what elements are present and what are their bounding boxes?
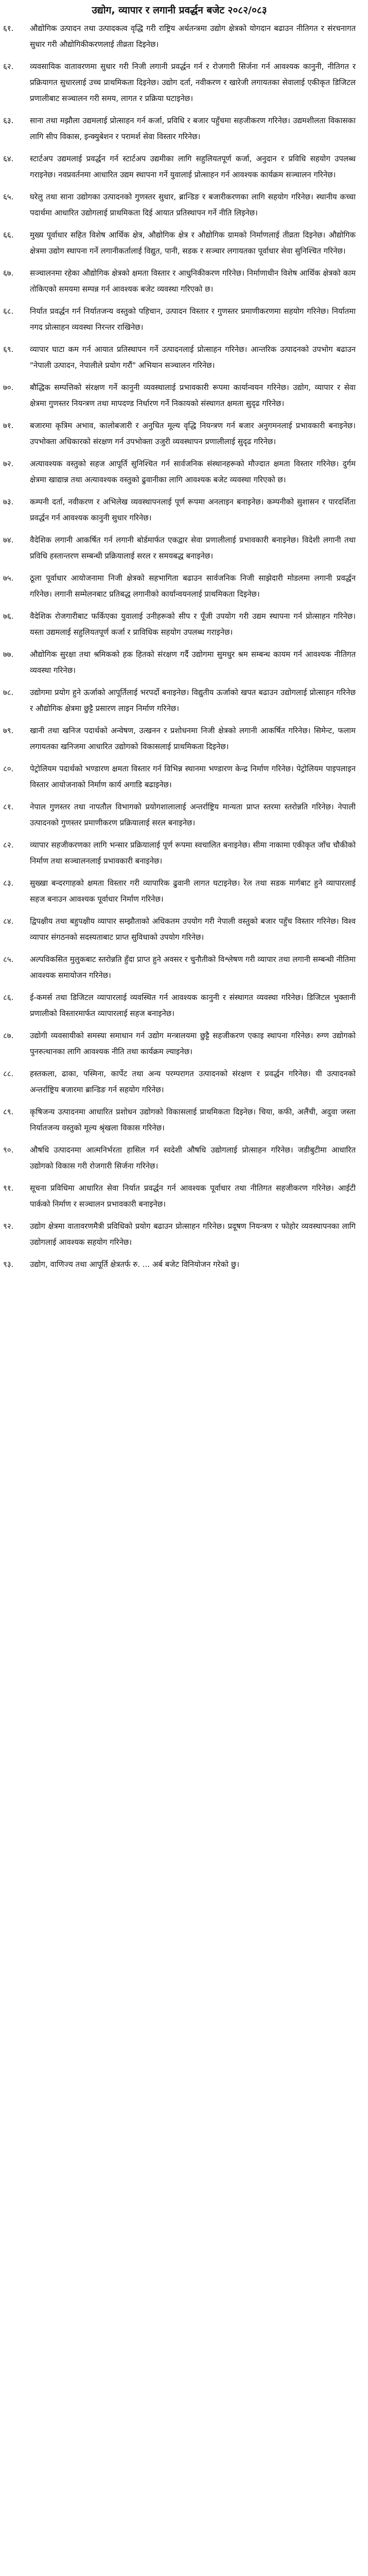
paragraph-number: ८३.	[3, 878, 14, 888]
paragraph	[3, 1218, 356, 1250]
paragraph-number: ६५.	[3, 192, 14, 201]
paragraph	[3, 608, 356, 640]
paragraph-text: वैदेशिक रोजगारीबाट फर्किएका युवालाई उनीहरूको सीप र पूँजी उपयोग गरी उद्यम स्थापना गर्न प्रोत्साहन गरिनेछ। यस्ता उद्यमलाई सहुलियतपूर्ण कर्जा र प्राविधिक सहयोग उपलब्ध गराइनेछ।	[30, 612, 356, 637]
paragraph-number: ७२.	[3, 459, 14, 468]
paragraph-number: ९१.	[3, 1183, 14, 1193]
paragraph	[3, 1066, 356, 1098]
paragraph-number: ७०.	[3, 383, 14, 392]
paragraph-text: ई-कमर्स तथा डिजिटल व्यापारलाई व्यवस्थित गर्न आवश्यक कानुनी र संस्थागत व्यवस्था गरिनेछ। डिजिटल भुक्तानी प्रणालीको विस्तारमार्फत व्यापारलाई सहज बनाइनेछ।	[30, 993, 356, 1018]
paragraph-text: व्यापार घाटा कम गर्न आयात प्रतिस्थापन गर्ने उत्पादनलाई प्रोत्साहन गरिनेछ। आन्तरिक उत्पादनको उपभोग बढाउन "नेपाली उत्पादन, नेपालीले प्रयोग गरौं" अभियान सञ्चालन गरिनेछ।	[30, 345, 356, 370]
paragraph	[3, 456, 356, 488]
paragraph	[3, 570, 356, 602]
paragraph-text: बजारमा कृत्रिम अभाव, कालोबजारी र अनुचित मूल्य वृद्धि नियन्त्रण गर्न बजार अनुगमनलाई प्रभावकारी बनाइनेछ। उपभोक्ता अधिकारको संरक्षण गर्न उपभोक्ता उजुरी व्यवस्थापन प्रणालीलाई सुदृढ गरिनेछ।	[30, 421, 356, 446]
paragraph-list	[3, 21, 356, 1273]
paragraph	[3, 380, 356, 412]
paragraph-text: औषधि उत्पादनमा आत्मनिर्भरता हासिल गर्न स्वदेशी औषधि उद्योगलाई प्रोत्साहन गरिनेछ। जडीबुटीमा आधारित उद्योगको विकास गरी रोजगारी सिर्जना गरिनेछ।	[30, 1145, 356, 1171]
paragraph	[3, 837, 356, 869]
paragraph	[3, 875, 356, 907]
paragraph	[3, 1104, 356, 1136]
paragraph	[3, 59, 356, 107]
paragraph-text: द्विपक्षीय तथा बहुपक्षीय व्यापार सम्झौताको अधिकतम उपयोग गरी नेपाली वस्तुको बजार पहुँच विस्तार गरिनेछ। विश्व व्यापार संगठनको सदस्यताबाट प्राप्त सुविधाको उपयोग गरिनेछ।	[30, 917, 356, 942]
paragraph-text: बौद्धिक सम्पत्तिको संरक्षण गर्ने कानुनी व्यवस्थालाई प्रभावकारी रूपमा कार्यान्वयन गरिनेछ। उद्योग, व्यापार र सेवा क्षेत्रमा गुणस्तर नियन्त्रण तथा मापदण्ड निर्धारण गर्ने निकायको संस्थागत क्षमता सुदृढ गरिनेछ।	[30, 383, 356, 408]
paragraph-number: ७७.	[3, 650, 14, 659]
paragraph-text: कम्पनी दर्ता, नवीकरण र अभिलेख व्यवस्थापनलाई पूर्ण रूपमा अनलाइन बनाइनेछ। कम्पनीको सुशासन र पारदर्शिता प्रवर्द्धन गर्न आवश्यक कानुनी सुधार गरिनेछ।	[30, 497, 356, 522]
paragraph	[3, 418, 356, 450]
paragraph-text: ठूला पूर्वाधार आयोजनामा निजी क्षेत्रको सहभागिता बढाउन सार्वजनिक निजी साझेदारी मोडलमा लगानी प्रवर्द्धन गरिनेछ। लगानी सम्मेलनबाट प्रतिबद्ध लगानीको कार्यान्वयनलाई प्राथमिकता दिइनेछ।	[30, 573, 356, 599]
paragraph-number: ८७.	[3, 1031, 14, 1040]
paragraph	[3, 1028, 356, 1060]
paragraph	[3, 21, 356, 53]
paragraph-text: सूचना प्रविधिमा आधारित सेवा निर्यात प्रवर्द्धन गर्न आवश्यक पूर्वाधार तथा नीतिगत सहजीकरण गरिनेछ। आईटी पार्कको निर्माण र सञ्चालन प्रभावकारी बनाइनेछ।	[30, 1183, 356, 1209]
paragraph-text: मुख्य पूर्वाधार सहित विशेष आर्थिक क्षेत्र, औद्योगिक क्षेत्र र औद्योगिक ग्रामको निर्माणलाई तीव्रता दिइनेछ। औद्योगिक क्षेत्रमा उद्योग स्थापना गर्ने लगानीकर्तालाई विद्युत, पानी, सडक र सञ्चार लगायतका पूर्वाधार सेवा सुनिश्चित गरिनेछ।	[30, 230, 356, 256]
paragraph-number: ६१.	[3, 24, 14, 33]
paragraph	[3, 342, 356, 374]
paragraph-text: घरेलु तथा साना उद्योगका उत्पादनको गुणस्तर सुधार, ब्रान्डिङ र बजारीकरणका लागि सहयोग गरिनेछ। स्थानीय कच्चा पदार्थमा आधारित उद्योगलाई प्राथमिकता दिई आयात प्रतिस्थापन गर्ने नीति लिइनेछ।	[30, 192, 356, 217]
paragraph	[3, 227, 356, 259]
paragraph-number: ८९.	[3, 1107, 14, 1116]
paragraph-number: ७४.	[3, 535, 14, 545]
paragraph	[3, 151, 356, 183]
paragraph-number: ७३.	[3, 497, 14, 506]
paragraph-number: ८०.	[3, 764, 14, 773]
paragraph-number: ७६.	[3, 612, 14, 621]
paragraph-text: कृषिजन्य उत्पादनमा आधारित प्रशोधन उद्योगको विकासलाई प्राथमिकता दिइनेछ। चिया, कफी, अलैंची, अदुवा जस्ता निर्यातजन्य वस्तुको मूल्य श्रृंखला विकास गरिनेछ।	[30, 1107, 356, 1132]
paragraph-number: ८८.	[3, 1069, 14, 1078]
paragraph-number: ६६.	[3, 230, 14, 240]
paragraph	[3, 532, 356, 564]
paragraph-text: निर्यात प्रवर्द्धन गर्न निर्यातजन्य वस्तुको पहिचान, उत्पादन विस्तार र गुणस्तर प्रमाणीकरणमा सहयोग गरिनेछ। निर्यातमा नगद प्रोत्साहन व्यवस्था निरन्तर राखिनेछ।	[30, 307, 356, 332]
paragraph	[3, 990, 356, 1022]
paragraph-text: खानी तथा खनिज पदार्थको अन्वेषण, उत्खनन र प्रशोधनमा निजी क्षेत्रको लगानी आकर्षित गरिनेछ। सिमेन्ट, फलाम लगायतका खनिजमा आधारित उद्योगको विकासलाई प्राथमिकता दिइनेछ।	[30, 726, 356, 751]
paragraph	[3, 723, 356, 755]
paragraph-text: पेट्रोलियम पदार्थको भण्डारण क्षमता विस्तार गर्न विभिन्न स्थानमा भण्डारण केन्द्र निर्माण गरिनेछ। पेट्रोलियम पाइपलाइन विस्तार आयोजनाको निर्माण कार्य अगाडि बढाइनेछ।	[30, 764, 356, 789]
paragraph-number: ७१.	[3, 421, 14, 430]
paragraph-text: स्टार्टअप उद्यमलाई प्रवर्द्धन गर्न स्टार्टअप उद्यमीका लागि सहुलियतपूर्ण कर्जा, अनुदान र प्रविधि सहयोग उपलब्ध गराइनेछ। नवप्रवर्तनमा आधारित उद्यम स्थापना गर्ने युवालाई प्रोत्साहन गर्न आवश्यक कार्यक्रम सञ्चालन गरिनेछ।	[30, 154, 356, 179]
paragraph	[3, 494, 356, 526]
paragraph	[3, 685, 356, 717]
paragraph-number: ६९.	[3, 345, 14, 354]
paragraph	[3, 647, 356, 679]
paragraph-number: ९२.	[3, 1222, 14, 1231]
paragraph	[3, 113, 356, 145]
paragraph	[3, 265, 356, 297]
paragraph	[3, 952, 356, 984]
paragraph-number: ६३.	[3, 116, 14, 125]
paragraph-text: अल्पविकसित मुलुकबाट स्तरोन्नति हुँदा प्राप्त हुने अवसर र चुनौतीको विश्लेषण गरी व्यापार तथा लगानी सम्बन्धी नीतिमा आवश्यक समायोजन गरिनेछ।	[30, 955, 356, 980]
paragraph-text: औद्योगिक सुरक्षा तथा श्रमिकको हक हितको संरक्षण गर्दै उद्योगमा सुमधुर श्रम सम्बन्ध कायम गर्न आवश्यक नीतिगत व्यवस्था गरिनेछ।	[30, 650, 356, 675]
paragraph-text: सुख्खा बन्दरगाहको क्षमता विस्तार गरी व्यापारिक ढुवानी लागत घटाइनेछ। रेल तथा सडक मार्गबाट हुने व्यापारलाई सहज बनाउन आवश्यक पूर्वाधार निर्माण गरिनेछ।	[30, 878, 356, 904]
paragraph-text: साना तथा मझौला उद्यमलाई प्रोत्साहन गर्न कर्जा, प्रविधि र बजार पहुँचमा सहजीकरण गरिनेछ। उद्यमशीलता विकासका लागि सीप विकास, इन्क्युबेशन र परामर्श सेवा विस्तार गरिनेछ।	[30, 116, 356, 141]
paragraph	[3, 189, 356, 221]
paragraph-number: ८४.	[3, 917, 14, 926]
paragraph	[3, 761, 356, 793]
paragraph	[3, 799, 356, 831]
paragraph-number: ९०.	[3, 1145, 14, 1155]
paragraph	[3, 1257, 356, 1273]
paragraph-number: ८२.	[3, 840, 14, 850]
paragraph-number: ९३.	[3, 1260, 14, 1269]
paragraph-text: उद्योगमा प्रयोग हुने ऊर्जाको आपूर्तिलाई भरपर्दो बनाइनेछ। विद्युतीय ऊर्जाको खपत बढाउन उद्योगलाई प्रोत्साहन गरिनेछ र औद्योगिक क्षेत्रमा छुट्टै प्रसारण लाइन निर्माण गरिनेछ।	[30, 688, 356, 713]
paragraph-text: नेपाल गुणस्तर तथा नापतौल विभागको प्रयोगशालालाई अन्तर्राष्ट्रिय मान्यता प्राप्त स्तरमा स्तरोन्नति गरिनेछ। नेपाली उत्पादनको गुणस्तर प्रमाणीकरण प्रक्रियालाई सरल बनाइनेछ।	[30, 802, 356, 827]
paragraph	[3, 303, 356, 335]
paragraph-number: ६४.	[3, 154, 14, 163]
paragraph-text: उद्योग क्षेत्रमा वातावरणमैत्री प्रविधिको प्रयोग बढाउन प्रोत्साहन गरिनेछ। प्रदूषण नियन्त्रण र फोहोर व्यवस्थापनका लागि उद्योगलाई आवश्यक सहयोग गरिनेछ।	[30, 1222, 356, 1247]
paragraph-text: व्यवसायिक वातावरणमा सुधार गरी निजी लगानी प्रवर्द्धन गर्न र रोजगारी सिर्जना गर्न आवश्यक कानुनी, नीतिगत र प्रक्रियागत सुधारलाई उच्च प्राथमिकता दिइनेछ। उद्योग दर्ता, नवीकरण र खारेजी लगायतका सेवालाई एकीकृत डिजिटल प्रणालीबाट सञ्चालन गरी समय, लागत र प्रक्रिया घटाइनेछ।	[30, 62, 356, 103]
paragraph	[3, 913, 356, 945]
paragraph	[3, 1142, 356, 1174]
paragraph-number: ७५.	[3, 573, 14, 583]
paragraph-text: उद्योग, वाणिज्य तथा आपूर्ति क्षेत्रतर्फ रु. ... अर्ब बजेट विनियोजन गरेको छु।	[30, 1260, 239, 1269]
paragraph	[3, 1180, 356, 1212]
paragraph-text: उद्योगी व्यवसायीको समस्या समाधान गर्न उद्योग मन्त्रालयमा छुट्टै सहजीकरण एकाइ स्थापना गरिनेछ। रुग्ण उद्योगको पुनरुत्थानका लागि आवश्यक नीति तथा कार्यक्रम ल्याइनेछ।	[30, 1031, 356, 1056]
paragraph-number: ६२.	[3, 62, 14, 71]
paragraph-text: सञ्चालनमा रहेका औद्योगिक क्षेत्रको क्षमता विस्तार र आधुनिकीकरण गरिनेछ। निर्माणाधीन विशेष आर्थिक क्षेत्रको काम तोकिएको समयमा सम्पन्न गर्न आवश्यक बजेट व्यवस्था गरिएको छ।	[30, 268, 356, 294]
paragraph-number: ७८.	[3, 688, 14, 697]
paragraph-text: व्यापार सहजीकरणका लागि भन्सार प्रक्रियालाई पूर्ण रूपमा स्वचालित बनाइनेछ। सीमा नाकामा एकीकृत जाँच चौकीको निर्माण तथा सञ्चालनलाई प्रभावकारी बनाइनेछ।	[30, 840, 356, 866]
paragraph-number: ८१.	[3, 802, 14, 811]
paragraph-number: ७९.	[3, 726, 14, 735]
page-title: उद्योग, व्यापार र लगानी प्रवर्द्धन बजेट २०८२/०८३	[92, 5, 267, 16]
paragraph-text: हस्तकला, ढाका, पस्मिना, कार्पेट तथा अन्य परम्परागत उत्पादनको संरक्षण र प्रवर्द्धन गरिनेछ। यी उत्पादनको अन्तर्राष्ट्रिय बजारमा ब्रान्डिङ गर्न सहयोग गरिनेछ।	[30, 1069, 356, 1094]
paragraph-text: औद्योगिक उत्पादन तथा उत्पादकत्व वृद्धि गरी राष्ट्रिय अर्थतन्त्रमा उद्योग क्षेत्रको योगदान बढाउन नीतिगत र संरचनागत सुधार गरी औद्योगिकीकरणलाई तीव्रता दिइनेछ।	[30, 24, 356, 49]
paragraph-number: ६८.	[3, 307, 14, 316]
paragraph-number: ८६.	[3, 993, 14, 1002]
paragraph-text: वैदेशिक लगानी आकर्षित गर्न लगानी बोर्डमार्फत एकद्वार सेवा प्रणालीलाई प्रभावकारी बनाइनेछ। विदेशी लगानी तथा प्रविधि हस्तान्तरण सम्बन्धी प्रक्रियालाई सरल र समयबद्ध बनाइनेछ।	[30, 535, 356, 561]
paragraph-number: ६७.	[3, 268, 14, 278]
paragraph-number: ८५.	[3, 955, 14, 964]
paragraph-text: अत्यावश्यक वस्तुको सहज आपूर्ति सुनिश्चित गर्न सार्वजनिक संस्थानहरूको मौज्दात क्षमता विस्तार गरिनेछ। दुर्गम क्षेत्रमा खाद्यान्न तथा अत्यावश्यक वस्तुको ढुवानीका लागि आवश्यक बजेट व्यवस्था गरिएको छ।	[30, 459, 356, 484]
